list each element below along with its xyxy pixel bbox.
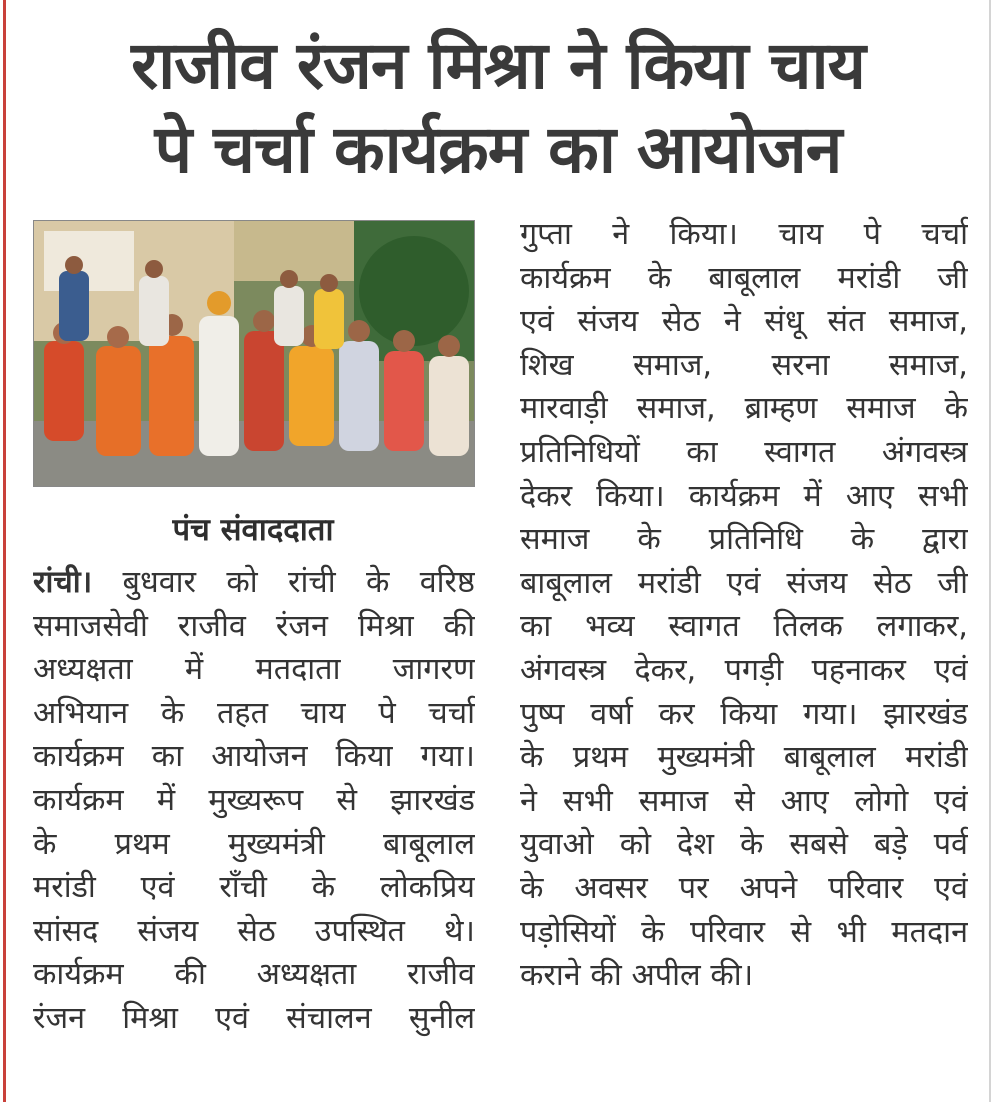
text-line: पड़ोसियों के परिवार से भी मतदान (520, 914, 968, 950)
headline-line-1: राजीव रंजन मिश्रा ने किया चाय (131, 27, 865, 104)
text-line: प्रतिनिधियों का स्वागत अंगवस्त्र (520, 434, 968, 470)
text-line: रंजन मिश्रा एवं संचालन सुनील (33, 1000, 475, 1036)
page-left-rule (3, 0, 6, 1102)
text-line: के अवसर पर अपने परिवार एवं (520, 870, 968, 906)
text-line: युवाओ को देश के सबसे बड़े पर्व (520, 827, 968, 863)
text-line: मरांडी एवं राँची के लोकप्रिय (33, 870, 475, 906)
text-line: अंगवस्त्र देकर, पगड़ी पहनाकर एवं (520, 652, 968, 688)
text-line (33, 561, 475, 605)
article-headline (20, 24, 976, 192)
text-line: के प्रथम मुख्यमंत्री बाबूलाल (33, 826, 475, 862)
text-line: के प्रथम मुख्यमंत्री बाबूलाल मरांडी (520, 740, 968, 776)
text-line: पुष्प वर्षा कर किया गया। झारखंड (520, 696, 968, 732)
text-line: समाजसेवी राजीव रंजन मिश्रा की (33, 608, 475, 644)
text-line: ने सभी समाज से आए लोगो एवं (520, 783, 968, 819)
text-line: कराने की अपील की। (520, 958, 754, 994)
text-line: का भव्य स्वागत तिलक लगाकर, (520, 609, 968, 645)
text-line: कार्यक्रम का आयोजन किया गया। (33, 739, 475, 775)
text-line: सांसद संजय सेठ उपस्थित थे। (33, 913, 475, 949)
headline-line-2: पे चर्चा कार्यक्रम का आयोजन (154, 111, 842, 188)
text-line: देकर किया। कार्यक्रम में आए सभी (520, 478, 968, 514)
text-line: एवं संजय सेठ ने संधू संत समाज, (520, 304, 968, 340)
text-line: मारवाड़ी समाज, ब्राम्हण समाज के (520, 391, 968, 427)
text-line: शिख समाज, सरना समाज, (520, 347, 968, 383)
text-line: अध्यक्षता में मतदाता जागरण (33, 652, 475, 688)
article-photo (33, 220, 475, 487)
text-line-rest: बुधवार को रांची के वरिष्ठ (92, 565, 475, 600)
text-line: समाज के प्रतिनिधि के द्वारा (520, 522, 968, 558)
article-column-right (520, 213, 968, 998)
article-byline: पंच संवाददाता (172, 512, 334, 548)
text-line: कार्यक्रम की अध्यक्षता राजीव (33, 957, 475, 993)
dateline: रांची। (33, 565, 93, 600)
text-line: बाबूलाल मरांडी एवं संजय सेठ जी (520, 565, 968, 601)
text-line: अभियान के तहत चाय पे चर्चा (33, 695, 475, 731)
text-line: गुप्ता ने किया। चाय पे चर्चा (520, 217, 968, 252)
photo-icon (34, 221, 474, 486)
article-column-left (33, 561, 475, 1041)
text-line: कार्यक्रम में मुख्यरूप से झारखंड (33, 782, 475, 818)
page-right-rule (989, 0, 991, 1102)
text-line: कार्यक्रम के बाबूलाल मरांडी जी (520, 260, 968, 296)
